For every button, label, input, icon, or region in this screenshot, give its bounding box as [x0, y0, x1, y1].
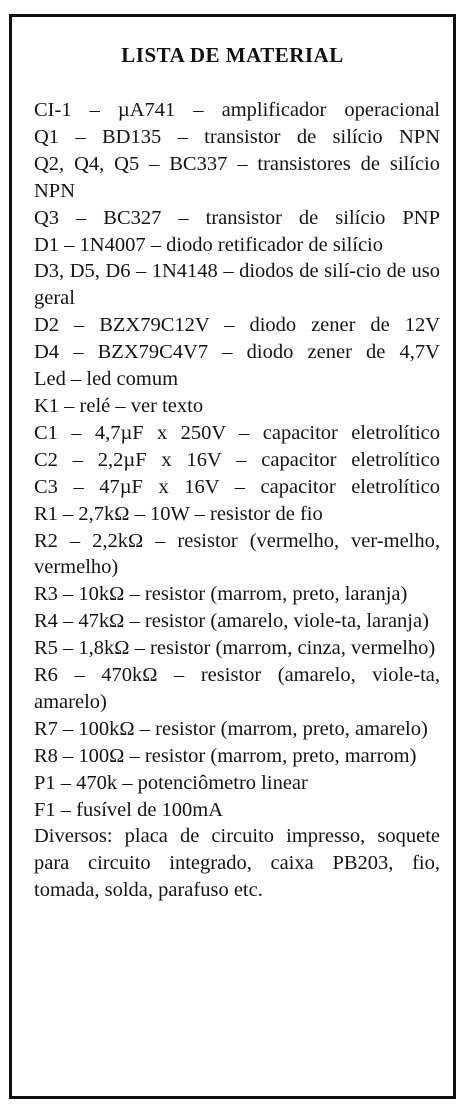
material-item-r3: R3 – 10kΩ – resistor (marrom, preto, laranja): [34, 583, 408, 606]
material-list: [34, 97, 440, 904]
material-item-r6: R6 – 470kΩ – resistor (amarelo, viole-ta, amarelo): [34, 664, 440, 713]
material-item-d4: D4 – BZX79C4V7 – diodo zener de 4,7V: [34, 341, 440, 364]
material-item-d1: D1 – 1N4007 – diodo retificador de silício: [34, 233, 384, 256]
material-item-q3: Q3 – BC327 – transistor de silício PNP: [34, 206, 440, 229]
material-item-c1: C1 – 4,7µF x 250V – capacitor eletrolítico: [34, 421, 440, 444]
material-item-r8: R8 – 100Ω – resistor (marrom, preto, marrom): [34, 744, 417, 767]
material-item-p1: P1 – 470k – potenciômetro linear: [34, 771, 308, 794]
material-item-ci1: CI-1 – µA741 – amplificador operacional: [34, 99, 440, 121]
material-item-f1: F1 – fusível de 100mA: [34, 798, 224, 821]
material-item-k1: K1 – relé – ver texto: [34, 394, 204, 417]
material-item-c2: C2 – 2,2µF x 16V – capacitor eletrolítico: [34, 448, 440, 471]
material-item-c3: C3 – 47µF x 16V – capacitor eletrolítico: [34, 475, 440, 498]
material-item-q1: Q1 – BD135 – transistor de silício NPN: [34, 125, 440, 148]
material-item-r4: R4 – 47kΩ – resistor (amarelo, viole-ta, laranja): [34, 610, 429, 633]
material-item-d2: D2 – BZX79C12V – diodo zener de 12V: [34, 314, 440, 337]
material-list-box: [9, 14, 456, 1099]
material-item-d3-d5-d6: D3, D5, D6 – 1N4148 – diodos de silí-cio de uso geral: [34, 260, 440, 310]
list-title: LISTA DE MATERIAL: [121, 43, 344, 67]
material-item-r1: R1 – 2,7kΩ – 10W – resistor de fio: [34, 502, 323, 525]
material-item-r7: R7 – 100kΩ – resistor (marrom, preto, amarelo): [34, 717, 428, 740]
material-item-r5: R5 – 1,8kΩ – resistor (marrom, cinza, vermelho): [34, 637, 436, 660]
material-item-diversos: Diversos: placa de circuito impresso, soquete para circuito integrado, caixa PB203, fio, tomada, solda, parafuso etc.: [34, 825, 440, 902]
material-item-led: Led – led comum: [34, 368, 179, 391]
material-item-q2-q4-q5: Q2, Q4, Q5 – BC337 – transistores de silício NPN: [34, 152, 440, 202]
material-item-r2: R2 – 2,2kΩ – resistor (vermelho, ver-melho, vermelho): [34, 529, 440, 579]
